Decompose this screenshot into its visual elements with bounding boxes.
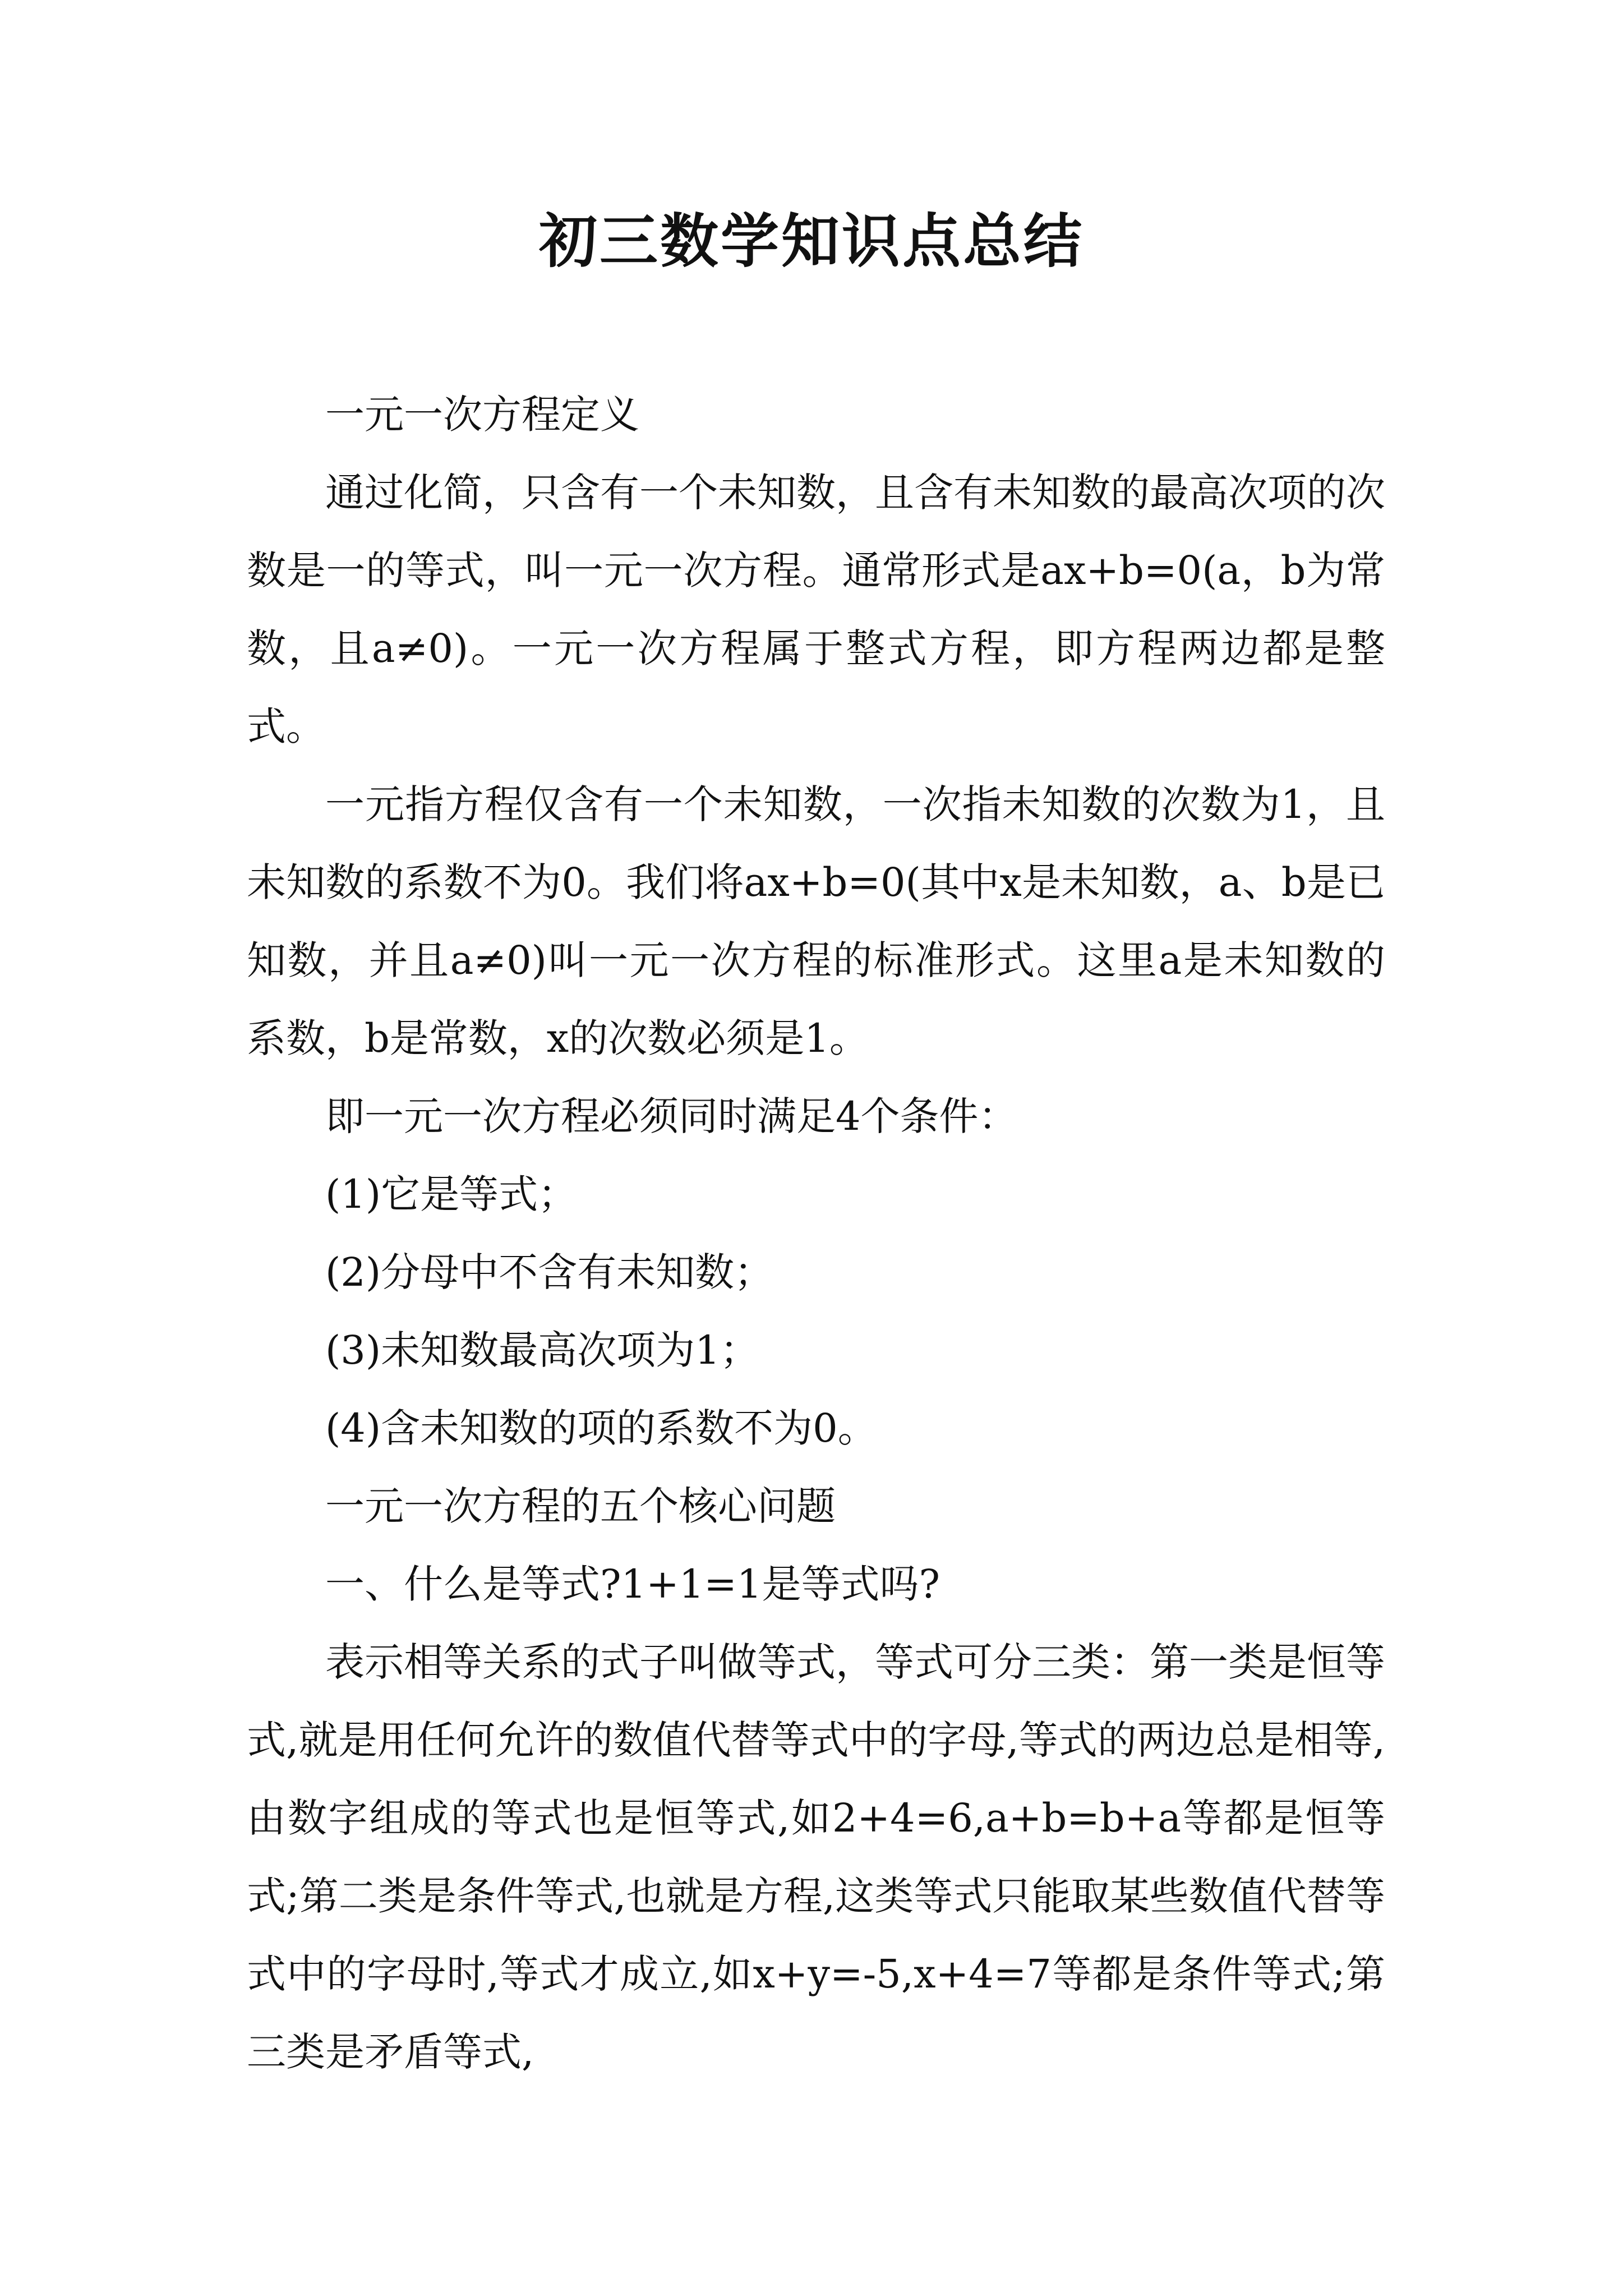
- paragraph-conditions-intro: 即一元一次方程必须同时满足4个条件：: [325, 1093, 1018, 1139]
- document-title: 初三数学知识点总结: [538, 206, 1084, 275]
- condition-item-4: (4)含未知数的项的系数不为0。: [325, 1405, 877, 1451]
- section-heading-core-problems: 一元一次方程的五个核心问题: [325, 1483, 836, 1529]
- condition-item-1: (1)它是等式；: [325, 1171, 578, 1217]
- condition-item-2: (2)分母中不含有未知数；: [325, 1249, 774, 1295]
- section-heading-definition: 一元一次方程定义: [325, 392, 639, 438]
- paragraph-standard-form: 一元指方程仅含有一个未知数，一次指未知数的次数为1，且未知数的系数不为0。我们将ax+b=0(其中x是未知数，a、b是已知数，并且a≠0)叫一元一次方程的标准形式。这里a是未知数的系数，b是常数，x的次数必须是1。: [247, 781, 1385, 1061]
- paragraph-definition: 通过化简，只含有一个未知数，且含有未知数的最高次项的次数是一的等式，叫一元一次方程。通常形式是ax+b=0(a，b为常数，且a≠0)。一元一次方程属于整式方程，即方程两边都是整式。: [247, 470, 1385, 749]
- condition-item-3: (3)未知数最高次项为1；: [325, 1327, 759, 1373]
- question-heading-1: 一、什么是等式?1+1=1是等式吗?: [325, 1561, 940, 1607]
- paragraph-equality-types: 表示相等关系的式子叫做等式，等式可分三类：第一类是恒等式,就是用任何允许的数值代替等式中的字母,等式的两边总是相等,由数字组成的等式也是恒等式,如2+4=6,a+b=b+a等都是恒等式;第二类是条件等式,也就是方程,这类等式只能取某些数值代替等式中的字母时,等式才成立,如x+y=-5,x+4=7等都是条件等式;第三类是矛盾等式,: [247, 1639, 1385, 2075]
- document-body: [247, 376, 1385, 2091]
